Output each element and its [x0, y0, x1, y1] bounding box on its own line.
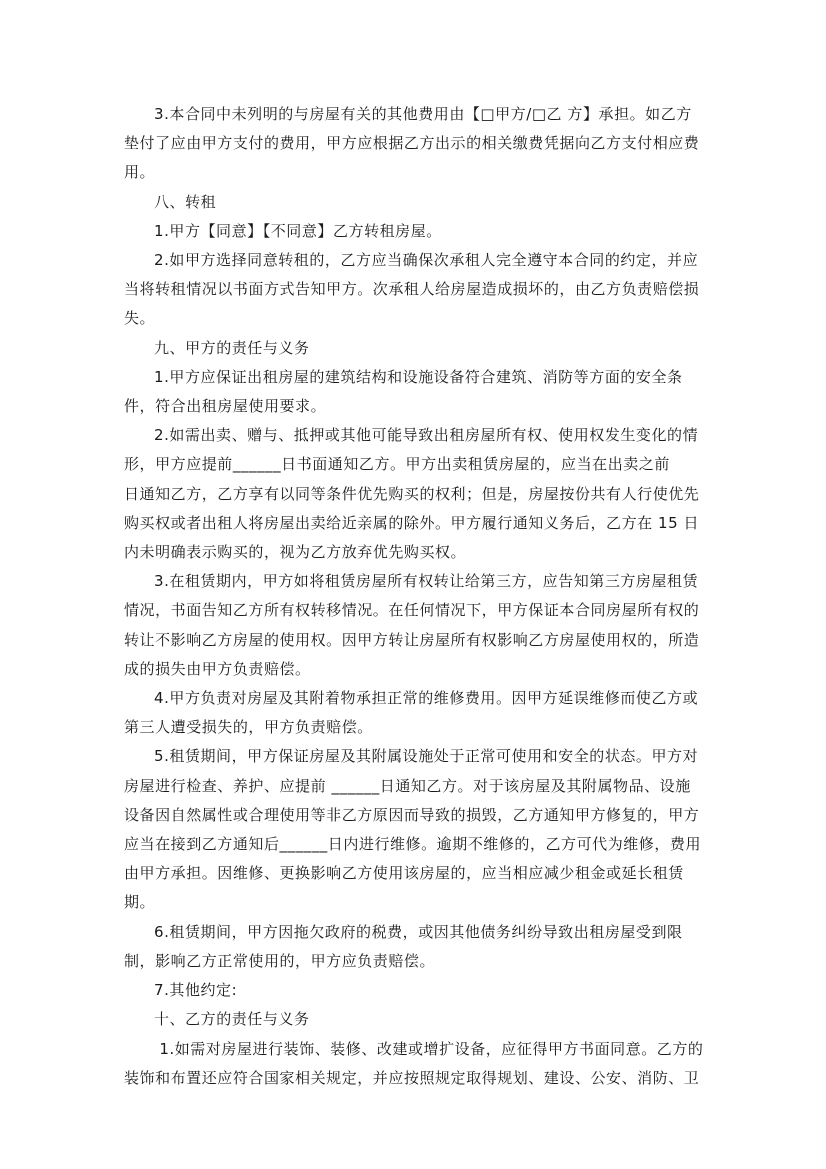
- clause-10-1: 1.如需对房屋进行装饰、装修、改建或增扩设备，应征得甲方书面同意。乙方的装饰和布置还应符合国家相关规定，并应按照规定取得规划、建设、公安、消防、卫: [124, 1039, 704, 1087]
- document-body: [124, 100, 704, 1093]
- clause-7-3: 3.本合同中未列明的与房屋有关的其他费用由【□甲方/□乙 方】承担。如乙方垫付了应由甲方支付的费用，甲方应根据乙方出示的相关缴费凭据向乙方支付相应费用。: [124, 105, 700, 182]
- clause-8-2: 2.如甲方选择同意转租的，乙方应当确保次承租人完全遵守本合同的约定，并应当将转租情况以书面方式告知甲方。次承租人给房屋造成损坏的，由乙方负责赔偿损失。: [124, 251, 700, 328]
- clause-9-2: 2.如需出卖、赠与、抵押或其他可能导致出租房屋所有权、使用权发生变化的情形，甲方应提前______日书面通知乙方。甲方出卖租赁房屋的，应当在出卖之前: [124, 426, 699, 474]
- clause-9-4: 4.甲方负责对房屋及其附着物承担正常的维修费用。因甲方延误维修而使乙方或第三人遭受损失的，甲方负责赔偿。: [124, 689, 699, 737]
- clause-9-2-continued: 日通知乙方，乙方享有以同等条件优先购买的权利；但是，房屋按份共有人行使优先购买权或者出租人将房屋出卖给近亲属的除外。甲方履行通知义务后，乙方在 15 日内未明确表示购买的，视为乙方放弃优先购买权。: [124, 484, 700, 562]
- clause-9-6: 6.租赁期间，甲方因拖欠政府的税费，或因其他债务纠纷导致出租房屋受到限制，影响乙方正常使用的，甲方应负责赔偿。: [124, 922, 683, 970]
- clause-9-3: 3.在租赁期内，甲方如将租赁房屋所有权转让给第三方，应告知第三方房屋租赁情况，书面告知乙方所有权转移情况。在任何情况下，甲方保证本合同房屋所有权的转让不影响乙方房屋的使用权。因甲方转让房屋所有权影响乙方房屋使用权的，所造成的损失由甲方负责赔偿。: [124, 572, 700, 678]
- section-heading-10: 十、乙方的责任与义务: [154, 1010, 310, 1029]
- clause-9-5: 5.租赁期间，甲方保证房屋及其附属设施处于正常可使用和安全的状态。甲方对房屋进行检查、养护、应提前 ______日通知乙方。对于该房屋及其附属物品、设施设备因自然属性或合理使用等非乙方原因而导致的损毁，乙方通知甲方修复的，甲方应当在接到乙方通知后______日内进行维修。逾期不维修的，乙方可代为维修，费用由甲方承担。因维修、更换影响乙方使用该房屋的，应当相应减少租金或延长租赁期。: [124, 747, 702, 912]
- clause-8-1: 1.甲方【同意】【不同意】乙方转租房屋。: [154, 221, 442, 240]
- clause-9-1: 1.甲方应保证出租房屋的建筑结构和设施设备符合建筑、消防等方面的安全条件，符合出租房屋使用要求。: [124, 367, 683, 416]
- section-heading-8: 八、转租: [154, 192, 217, 211]
- section-heading-9: 九、甲方的责任与义务: [154, 338, 310, 357]
- clause-9-7: 7.其他约定:: [154, 981, 238, 1000]
